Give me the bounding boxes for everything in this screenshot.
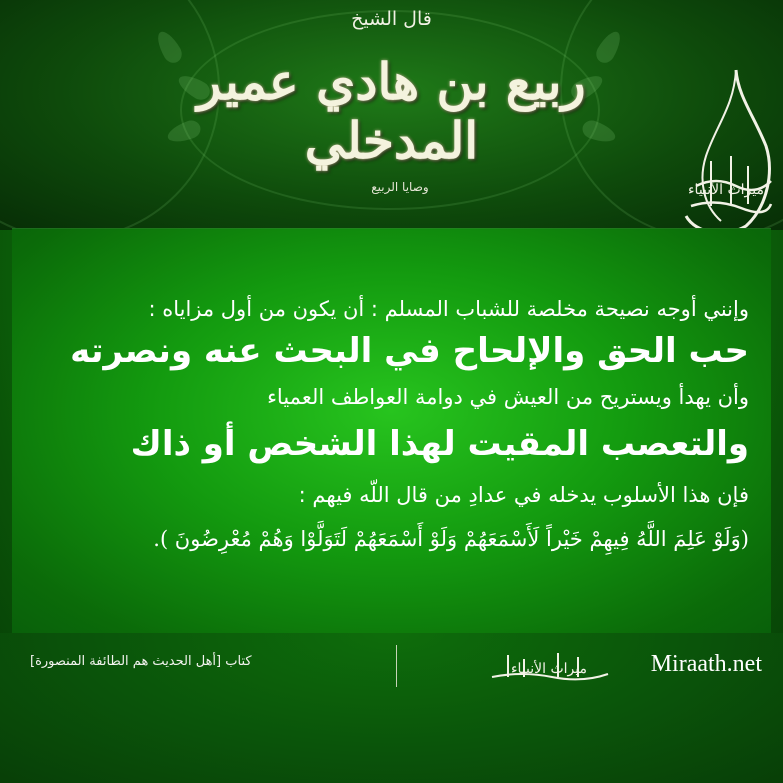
advice-line-1: وإنني أوجه نصيحة مخلصة للشباب المسلم : أن يكون من أول مزاياه : bbox=[148, 297, 749, 321]
sheikh-name: ربيع بن هادي عمير المدخلي bbox=[197, 52, 586, 170]
miraath-calligraphy-logo bbox=[676, 66, 776, 241]
advice-line-4: والتعصب المقيت لهذا الشخص أو ذاك bbox=[130, 424, 749, 464]
quran-verse: (وَلَوْ عَلِمَ اللَّهُ فِيهِمْ خَيْراً لَأَسْمَعَهُمْ وَلَوْ أَسْمَعَهُمْ لَتَوَلَّوْا وَهُمْ مُعْرِضُونَ ). bbox=[153, 527, 749, 551]
advice-line-3: وأن يهدأ ويستريح من العيش في دوامة العواطف العمياء bbox=[267, 385, 749, 409]
advice-line-5: فإن هذا الأسلوب يدخله في عدادِ من قال اللّه فيهم : bbox=[298, 483, 749, 507]
main-panel bbox=[12, 228, 771, 633]
footer-logo-lettering: ميراث الأنبياء bbox=[510, 661, 588, 677]
series-label: وصايا الربيع bbox=[371, 180, 429, 194]
site-name: Miraath.net bbox=[650, 651, 762, 677]
header-label: قال الشيخ bbox=[351, 8, 432, 30]
advice-line-2: حب الحق والإلحاح في البحث عنه ونصرته bbox=[70, 331, 749, 371]
miraath-footer-logo bbox=[488, 647, 610, 687]
logo-lettering: ميراث الأنبياء bbox=[687, 182, 765, 198]
book-title: كتاب [أهل الحديث هم الطائفة المنصورة] bbox=[30, 654, 252, 669]
footer-divider bbox=[396, 645, 397, 687]
